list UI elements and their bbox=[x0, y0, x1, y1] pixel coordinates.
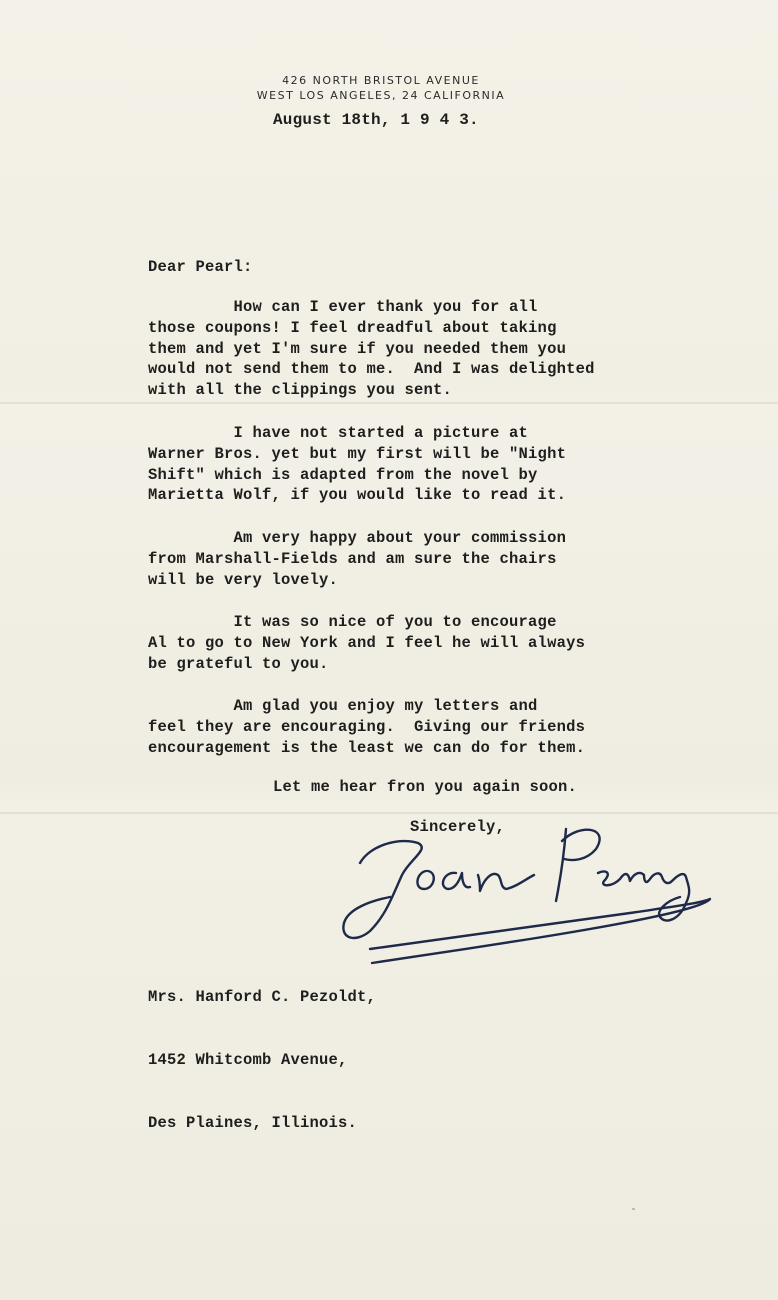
handwritten-signature bbox=[330, 815, 720, 975]
paragraph: How can I ever thank you for all those coupons! I feel dreadful about taking them and yet I'm sure if you needed them you would not send them to me. And I was delighted with all the clippings you sent. bbox=[148, 298, 595, 400]
letterhead-street: 426 NORTH BRISTOL AVENUE bbox=[282, 74, 480, 87]
fold-line bbox=[0, 812, 778, 814]
paragraph: Am glad you enjoy my letters and feel they are encouraging. Giving our friends encouragement is the least we can do for them. bbox=[148, 697, 586, 757]
letterhead-city: WEST LOS ANGELES, 24 CALIFORNIA bbox=[256, 89, 506, 102]
closing-line: Let me hear fron you again soon. bbox=[273, 778, 578, 796]
paragraph: I have not started a picture at Warner Bros. yet but my first will be "Night Shift" which is adapted from the novel by Marietta Wolf, if you would like to read it. bbox=[148, 424, 567, 505]
letter-date: August 18th, 1 9 4 3. bbox=[273, 111, 479, 129]
paper-speck bbox=[632, 1208, 635, 1210]
recipient-address bbox=[148, 945, 376, 1155]
salutation: Dear Pearl: bbox=[148, 258, 253, 276]
sign-off: Sincerely, bbox=[410, 818, 506, 836]
paragraph: It was so nice of you to encourage Al to go to New York and I feel he will always be grateful to you. bbox=[148, 613, 586, 673]
recipient-street: 1452 Whitcomb Avenue, bbox=[148, 1051, 348, 1069]
recipient-name: Mrs. Hanford C. Pezoldt, bbox=[148, 988, 377, 1006]
paragraph: Am very happy about your commission from Marshall-Fields and am sure the chairs will be very lovely. bbox=[148, 529, 567, 589]
recipient-city: Des Plaines, Illinois. bbox=[148, 1114, 358, 1132]
fold-line bbox=[0, 402, 778, 404]
